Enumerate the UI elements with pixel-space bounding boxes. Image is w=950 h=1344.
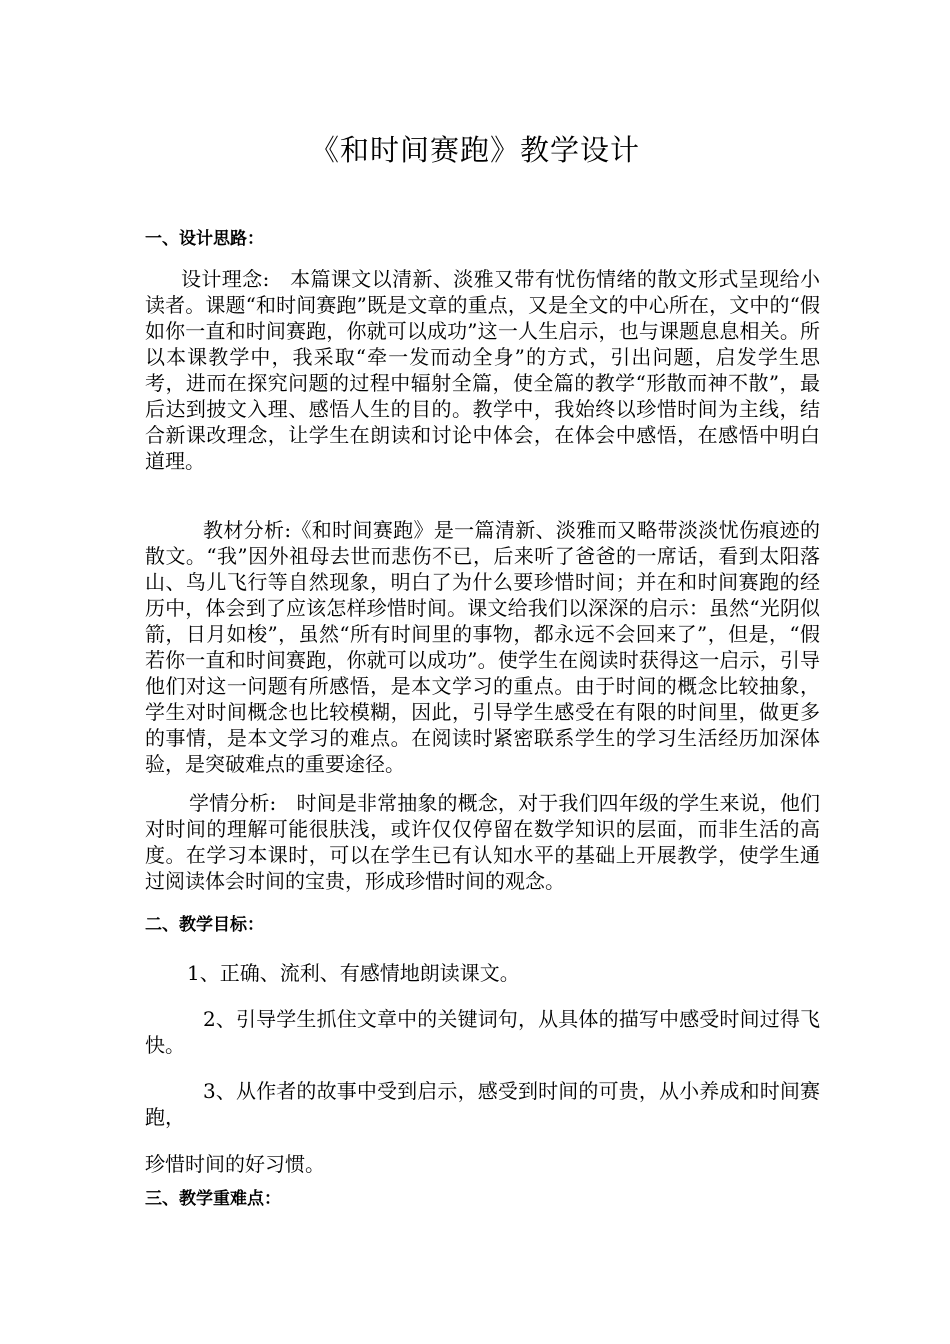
paragraph-design-concept: 设计理念: 本篇课文以清新、淡雅又带有忧伤情绪的散文形式呈现给小读者。课题“和时间赛跑”既是文章的重点，又是全文的中心所在，文中的“假如你一直和时间赛跑，你就可以成功”这一人生启示，也与课题息息相关。所以本课教学中，我采取“牵一发而动全身”的方式，引出问题，启发学生思考，进而在探究问题的过程中辐射全篇，使全篇的教学“形散而神不散”，最后达到披文入理、感悟人生的目的。教学中，我始终以珍惜时间为主线，结合新课改理念，让学生在朗读和讨论中体会，在体会中感悟，在感悟中明白道理。 <box>145 267 820 473</box>
goal-item-3: 3、从作者的故事中受到启示，感受到时间的可贵，从小养成和时间赛跑， <box>145 1079 820 1129</box>
goal-item-1: 1、正确、流利、有感情地朗读课文。 <box>187 961 520 985</box>
document-title: 《和时间赛跑》教学设计 <box>309 133 640 167</box>
section-heading-design-idea: 一、设计思路： <box>145 229 264 249</box>
paragraph-student-analysis: 学情分析: 时间是非常抽象的概念，对于我们四年级的学生来说，他们对时间的理解可能很肤浅，或许仅仅停留在数学知识的层面，而非生活的高度。在学习本课时，可以在学生已有认知水平的基础上开展教学，使学生通过阅读体会时间的宝贵，形成珍惜时间的观念。 <box>145 791 820 893</box>
goal-item-3-continued: 珍惜时间的好习惯。 <box>145 1152 325 1176</box>
section-heading-teaching-goals: 二、教学目标： <box>145 915 264 935</box>
goal-item-2: 2、引导学生抓住文章中的关键词句，从具体的描写中感受时间过得飞快。 <box>145 1007 820 1057</box>
section-heading-key-difficulties: 三、教学重难点： <box>145 1189 281 1209</box>
paragraph-textbook-analysis: 教材分析:《和时间赛跑》是一篇清新、淡雅而又略带淡淡忧伤痕迹的散文。“我”因外祖母去世而悲伤不已，后来听了爸爸的一席话，看到太阳落山、鸟儿飞行等自然现象，明白了为什么要珍惜时间；并在和时间赛跑的经历中，体会到了应该怎样珍惜时间。课文给我们以深深的启示：虽然“光阴似箭，日月如梭”，虽然“所有时间里的事物，都永远不会回来了”，但是，“假若你一直和时间赛跑，你就可以成功”。使学生在阅读时获得这一启示，引导他们对这一问题有所感悟，是本文学习的重点。由于时间的概念比较抽象，学生对时间概念也比较模糊，因此，引导学生感受在有限的时间里，做更多的事情，是本文学习的难点。在阅读时紧密联系学生的学习生活经历加深体验，是突破难点的重要途径。 <box>145 518 820 776</box>
